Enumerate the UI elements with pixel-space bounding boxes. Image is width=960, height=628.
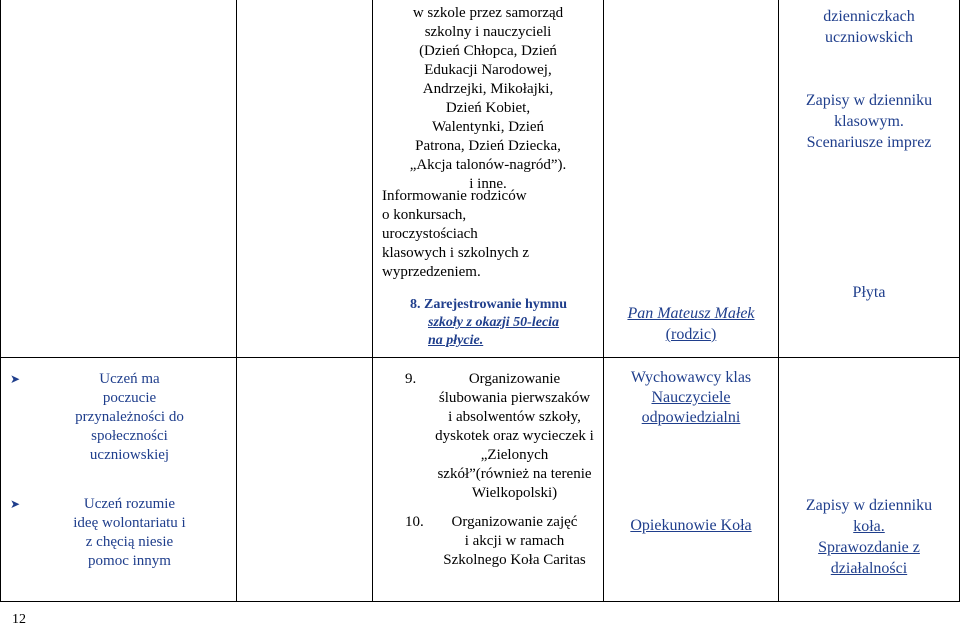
text-line: Edukacji Narodowej, [424,62,552,78]
table-border-col3 [603,0,604,602]
text-line: Opiekunowie Koła [630,517,752,534]
text-line: Informowanie rodziców [382,188,527,204]
text-line: uroczystościach [382,226,478,242]
text-line: klasowym. [834,113,904,130]
text-line: Wychowawcy klas [630,369,752,386]
person-role: (rodzic) [665,326,717,343]
text-line: szkół”(również na terenie [437,466,592,482]
item-number: 8. [410,297,421,312]
text-line: „Zielonych [480,447,549,463]
text-line: dzienniczkach [823,8,915,25]
text-line: Szkolnego Koła Caritas [443,552,586,568]
text-line: uczniowskiej [89,447,170,463]
text-line: „Akcja talonów-nagród”). [409,157,567,173]
text-line: i akcji w ramach [464,533,565,549]
text-line: ślubowania pierwszaków [438,390,591,406]
col5-top [779,6,959,48]
text-line: odpowiedzialni [641,409,741,426]
text-line: Scenariusze imprez [806,134,932,151]
text-line: szkolny i nauczycieli [424,24,552,40]
text-line: Sprawozdanie z [818,539,920,556]
item-8 [410,296,602,350]
person-name: Pan Mateusz Małek [627,305,755,322]
item-9 [405,370,602,503]
text-line: Płyta [852,284,886,301]
text-line: o konkursach, [382,207,467,223]
text-line: Walentynki, Dzień [431,119,545,135]
table-border-bottom [0,601,960,602]
text-line: uczniowskich [825,29,913,46]
text-line: w szkole przez samorząd [412,5,564,21]
text-line: (Dzień Chłopca, Dzień [419,43,557,59]
text-line: Zapisy w dzienniku [805,92,933,109]
table-border-left [0,0,1,602]
table-border-col1 [236,0,237,602]
text-line: Zapisy w dzienniku [805,497,933,514]
col4-bottom [604,368,778,428]
text-line: Organizowanie zajęć [451,514,578,530]
page-number: 12 [12,612,26,627]
text-line: Wielkopolski) [471,485,558,501]
text-line: pomoc innym [88,553,171,569]
col3-top-paragraph [373,4,603,194]
text-line: społeczności [91,428,168,444]
text-line: dyskotek oraz wycieczek i [435,428,594,444]
text-line: Organizowanie [468,371,561,387]
text-line: Uczeń ma [99,371,160,387]
col5-bottom [779,495,959,579]
text-line: Zarejestrowanie hymnu [424,297,567,312]
col1-bottom-bullet1 [10,370,235,465]
arrow-bullet-icon: ➤ [10,497,21,511]
text-line: klasowych i szkolnych z [382,245,530,261]
item-8-line1 [410,296,602,314]
table-row-divider [0,357,960,358]
text-line: z chęcią niesie [85,534,174,550]
item-number: 10. [405,514,424,530]
text-line: wyprzedzeniem. [382,264,481,280]
text-line: Nauczyciele [651,389,731,406]
col5-top-notes [779,90,959,153]
text-line: i absolwentów szkoły, [448,409,581,425]
text-line: poczucie [102,390,157,406]
col5-top-plyta [779,282,959,303]
col4-top [604,303,778,345]
text-line: koła. [853,518,885,535]
text-line: szkoły z okazji 50-lecia [428,315,560,330]
text-line: na płycie. [428,333,484,348]
text-line: ideę wolontariatu i [73,515,186,531]
text-line: i inne. [469,176,507,192]
col3-top-paragraph2 [382,187,602,282]
text-line: Uczeń rozumie [83,496,176,512]
col1-bottom-bullet2 [10,495,235,571]
text-line: przynależności do [75,409,184,425]
text-line: działalności [830,560,908,577]
col4-bottom-koło [604,516,778,536]
text-line: Patrona, Dzień Dziecka, [415,138,561,154]
item-number: 9. [405,371,417,387]
arrow-bullet-icon: ➤ [10,372,21,386]
item-10 [405,513,602,570]
text-line: Andrzejki, Mikołajki, [422,81,554,97]
text-line: Dzień Kobiet, [445,100,531,116]
